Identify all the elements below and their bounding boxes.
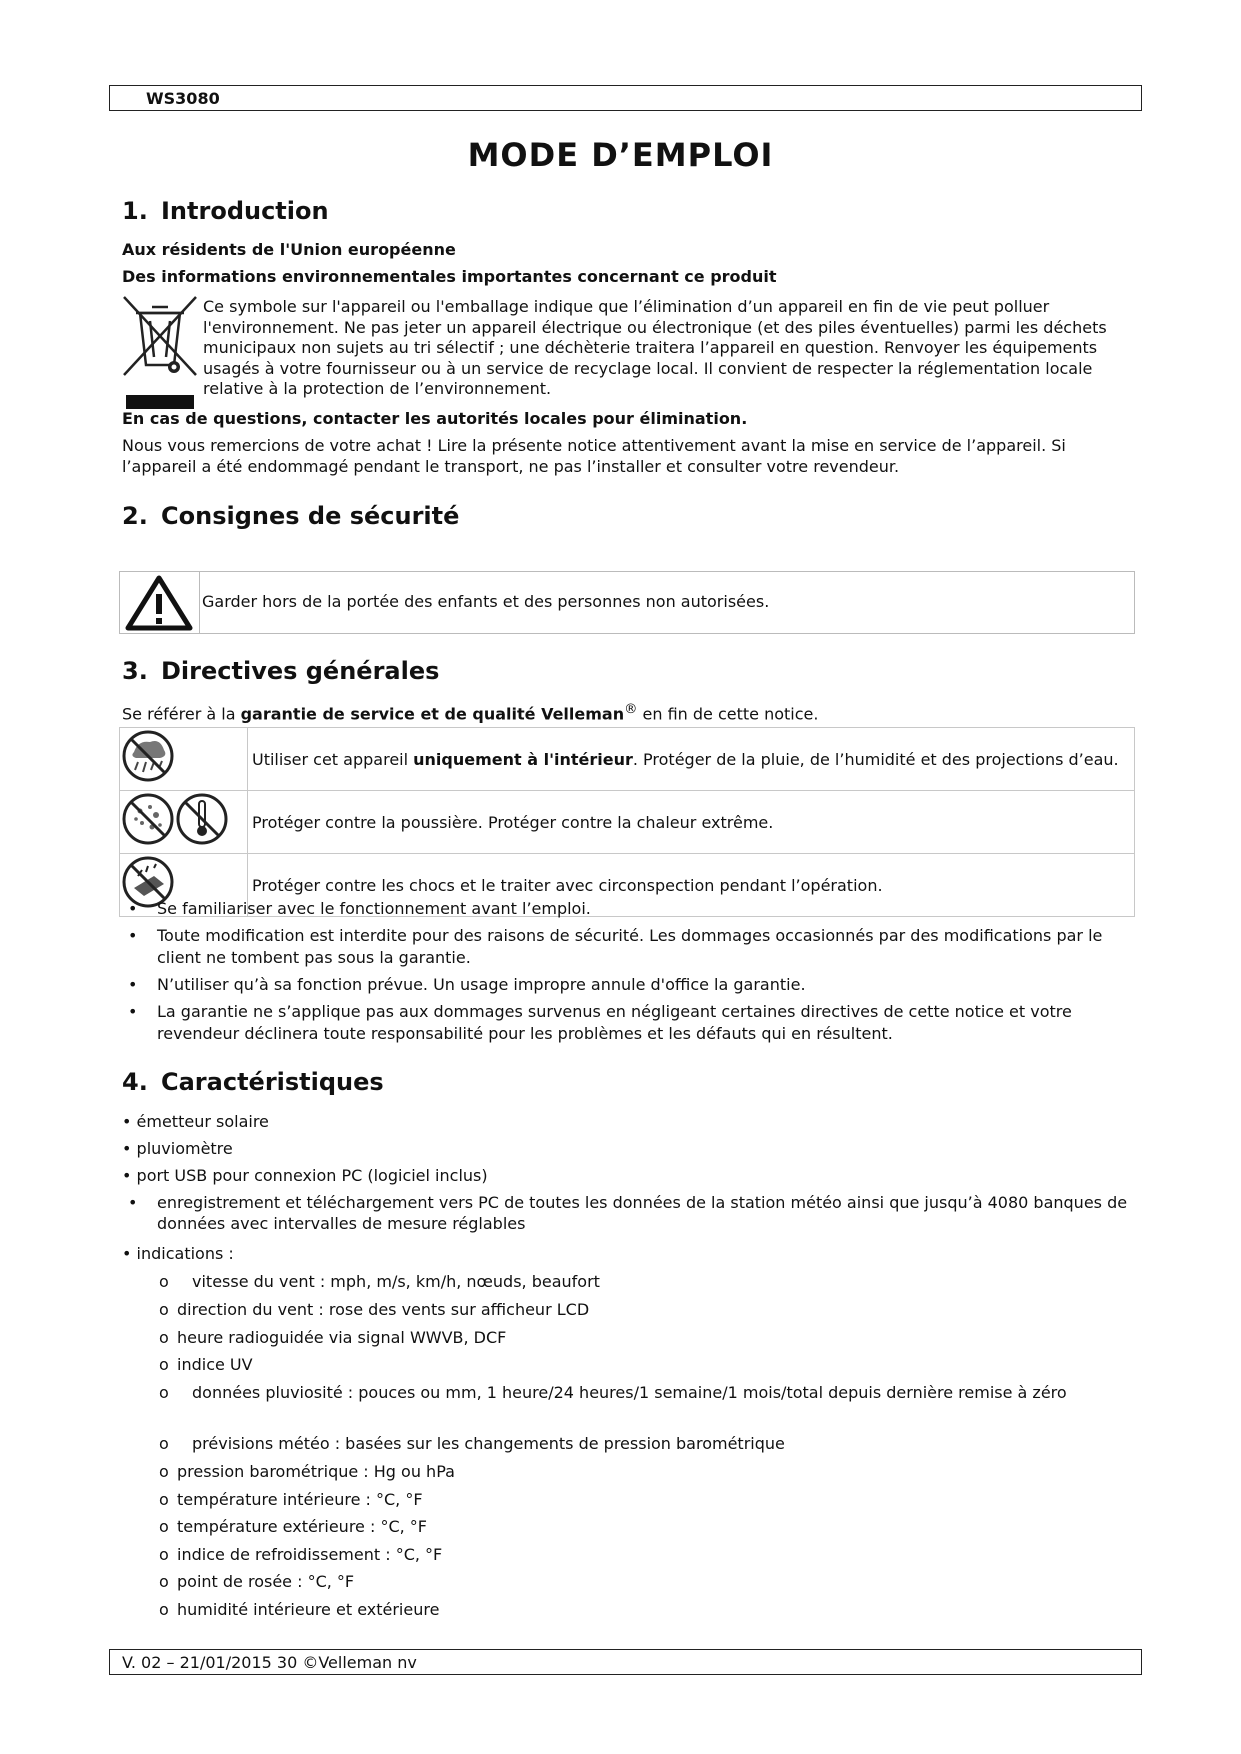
sub-list-item: o données pluviosité : pouces ou mm, 1 heure/24 heures/1 semaine/1 mois/total depuis dernière remise à zéro: [159, 1383, 1067, 1402]
safety-warning-text: Garder hors de la portée des enfants et des personnes non autorisées.: [202, 592, 770, 611]
section-3-heading: 3. Directives générales: [122, 657, 440, 685]
list-item: • La garantie ne s’applique pas aux dommages survenus en négligeant certaines directives de cette notice et votre revendeur déclinera toute responsabilité pour les problèmes et les défauts qui en résultent.: [122, 1001, 1142, 1045]
general-bullet-list: [122, 898, 1142, 1050]
dust-icon: [124, 795, 172, 843]
page-header: [109, 85, 1142, 111]
eu-heading: Aux résidents de l'Union européenne: [122, 240, 456, 259]
page-footer: [109, 1649, 1142, 1675]
sub-list-item: o vitesse du vent : mph, m/s, km/h, nœuds, beaufort: [159, 1272, 600, 1291]
section-1-heading: 1. Introduction: [122, 197, 329, 225]
model-number: WS3080: [146, 89, 220, 108]
weee-bin-icon: [122, 295, 200, 415]
sub-list-item: o humidité intérieure et extérieure: [159, 1600, 440, 1619]
list-item: • enregistrement et téléchargement vers PC de toutes les données de la station météo ainsi que jusqu’à 4080 banques de données avec intervalles de mesure réglables: [128, 1193, 1128, 1233]
table-row: [120, 728, 1135, 791]
sub-list-item: o heure radioguidée via signal WWVB, DCF: [159, 1328, 507, 1347]
sub-list-item: o direction du vent : rose des vents sur afficheur LCD: [159, 1300, 590, 1319]
list-item: • indications :: [122, 1244, 234, 1263]
contact-text: En cas de questions, contacter les autorités locales pour élimination.: [122, 409, 748, 428]
sub-list-item: o température intérieure : °C, °F: [159, 1490, 423, 1509]
guidelines-table: [119, 727, 1135, 917]
indoor-only-icon: [120, 728, 248, 791]
list-item: • N’utiliser qu’à sa fonction prévue. Un usage impropre annule d'office la garantie.: [122, 974, 1142, 996]
section-2-heading: 2. Consignes de sécurité: [122, 502, 460, 530]
sub-list-item: o indice UV: [159, 1355, 253, 1374]
shock-text: Protéger contre les chocs et le traiter avec circonspection pendant l’opération.: [248, 854, 1135, 917]
env-text: Ce symbole sur l'appareil ou l'emballage indique que l’élimination d’un appareil en fin de vie peut polluer l'environnement. Ne pas jeter un appareil électrique ou électronique (et des piles éventuelles) parmi les déchets municipaux non sujets au tri sélectif ; une déchèterie traitera l’appareil en question. Renvoyer les équipements usagés à votre fournisseur ou à un service de recyclage local. Il convient de respecter la réglementation locale relative à la protection de l’environnement.: [203, 297, 1107, 398]
thanks-text: Nous vous remercions de votre achat ! Lire la présente notice attentivement avant la mise en service de l’appareil. Si l’appareil a été endommagé pendant le transport, ne pas l’installer et consulter votre revendeur.: [122, 436, 1066, 476]
safety-warning-box: [119, 571, 1135, 634]
warranty-reference: Se référer à la garantie de service et de qualité Velleman® en fin de cette notice.: [122, 702, 819, 724]
sub-list-item: o indice de refroidissement : °C, °F: [159, 1545, 443, 1564]
list-item: • Toute modification est interdite pour des raisons de sécurité. Les dommages occasionnés par des modifications par le client ne tombent pas sous la garantie.: [122, 925, 1142, 969]
warning-triangle-icon: [120, 572, 200, 633]
page-title: MODE D’EMPLOI: [467, 136, 774, 174]
list-item: • émetteur solaire: [122, 1112, 269, 1131]
indoor-only-text: Utiliser cet appareil uniquement à l'intérieur. Protéger de la pluie, de l’humidité et des projections d’eau.: [248, 728, 1135, 791]
section-4-heading: 4. Caractéristiques: [122, 1068, 384, 1096]
list-item: • pluviomètre: [122, 1139, 233, 1158]
list-item: • Se familiariser avec le fonctionnement avant l’emploi.: [122, 898, 1142, 920]
list-item: • port USB pour connexion PC (logiciel inclus): [122, 1166, 488, 1185]
dust-heat-text: Protéger contre la poussière. Protéger contre la chaleur extrême.: [248, 791, 1135, 854]
sub-list-item: o pression barométrique : Hg ou hPa: [159, 1462, 455, 1481]
sub-list-item: o point de rosée : °C, °F: [159, 1572, 355, 1591]
env-heading: Des informations environnementales importantes concernant ce produit: [122, 267, 777, 286]
sub-list-item: o température extérieure : °C, °F: [159, 1517, 427, 1536]
heat-thermometer-icon: [178, 795, 226, 843]
footer-text: V. 02 – 21/01/2015 30 ©Velleman nv: [122, 1653, 417, 1672]
sub-list-item: o prévisions météo : basées sur les changements de pression barométrique: [159, 1434, 785, 1453]
table-row: [120, 791, 1135, 854]
